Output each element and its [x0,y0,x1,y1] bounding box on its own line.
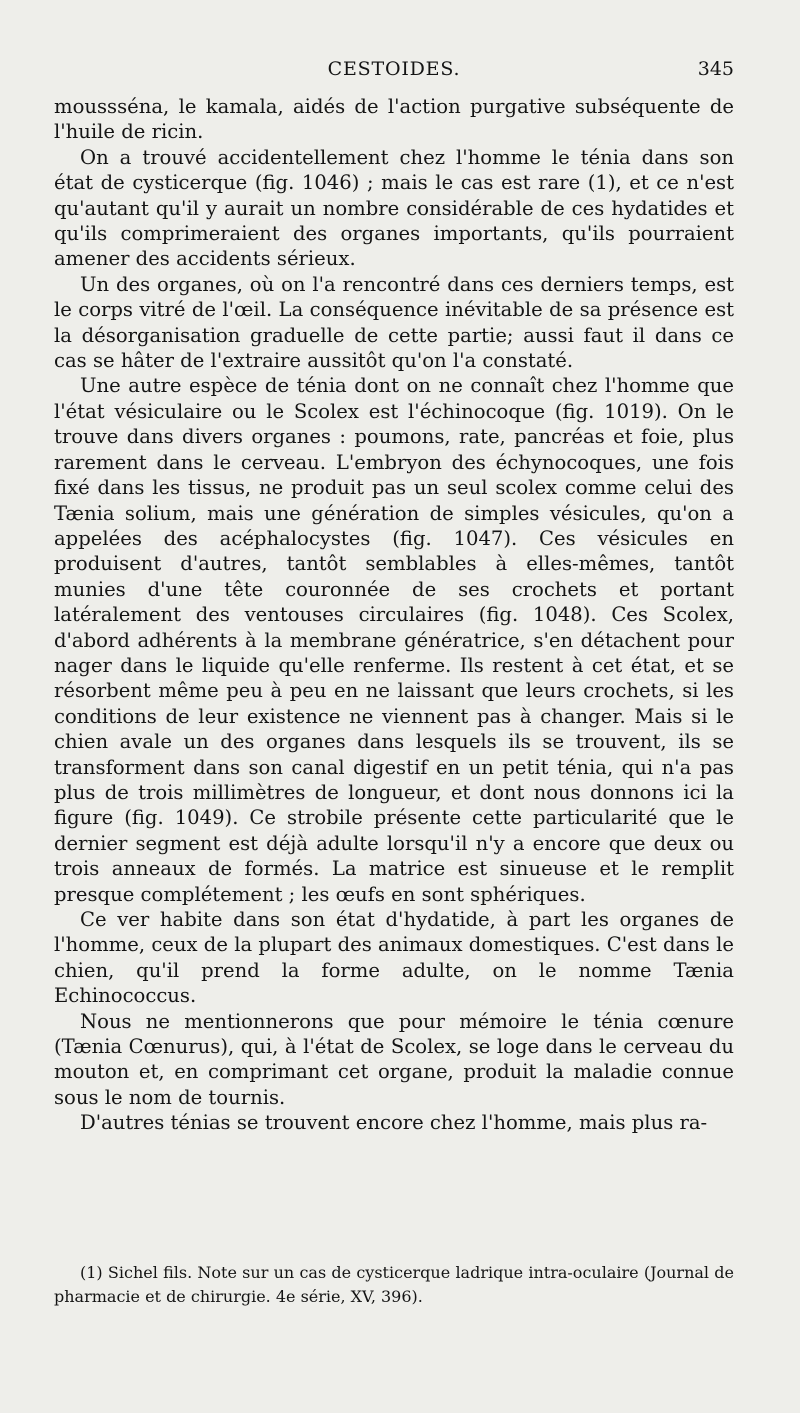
paragraph: moussséna, le kamala, aidés de l'action purgative subséquente de l'huile de ricin. [54,95,734,144]
body-text [54,94,734,1136]
header-title: CESTOIDES. [327,58,461,80]
paragraph: Un des organes, où on l'a rencontré dans ces derniers temps, est le corps vitré de l'œil. La conséquence inévitable de sa présence est la désorganisation graduelle de cette partie; aussi faut il dans ce cas se hâter de l'extraire aussitôt qu'on l'a constaté. [54,272,734,373]
paragraph: Une autre espèce de ténia dont on ne connaît chez l'homme que l'état vésiculaire ou le Scolex est l'échinocoque (fig. 1019). On le trouve dans divers organes : poumons, rate, pancréas et foie, plus rarement dans le cerveau. L'embryon des échynocoques, une fois fixé dans les tissus, ne produit pas un seul scolex comme celui des Tænia solium, mais une génération de simples vésicules, qu'on a appelées des acéphalocystes (fig. 1047). Ces vésicules en produisent d'autres, tantôt semblables à elles-mêmes, tantôt munies d'une tête couronnée de ses crochets et portant latéralement des ventouses circulaires (fig. 1048). Ces Scolex, d'abord adhérents à la membrane génératrice, s'en détachent pour nager dans le liquide qu'elle renferme. Ils restent à cet état, et se résorbent même peu à peu en ne laissant que leurs crochets, si les conditions de leur existence ne viennent pas à changer. Mais si le chien avale un des organes dans lesquels ils se trouvent, ils se transforment dans son canal digestif en un petit ténia, qui n'a pas plus de trois millimètres de longueur, et dont nous donnons ici la figure (fig. 1049). Ce strobile présente cette particularité que le dernier segment est déjà adulte lorsqu'il n'y a encore que deux ou trois anneaux de formés. La matrice est sinueuse et le remplit presque complétement ; les œufs en sont sphériques. [54,374,734,906]
paragraph: On a trouvé accidentellement chez l'homme le ténia dans son état de cysticerque (fig. 1046) ; mais le cas est rare (1), et ce n'est qu'autant qu'il y aurait un nombre considérable de ces hydatides et qu'ils comprimeraient des organes importants, qu'ils pourraient amener des accidents sérieux. [54,145,734,271]
paragraph: Ce ver habite dans son état d'hydatide, à part les organes de l'homme, ceux de la plupart des animaux domestiques. C'est dans le chien, qu'il prend la forme adulte, on le nomme Tænia Echinococcus. [54,908,734,1008]
paragraph: D'autres ténias se trouvent encore chez l'homme, mais plus ra- [80,1111,708,1135]
paragraph: Nous ne mentionnerons que pour mémoire le ténia cœnure (Tænia Cœnurus), qui, à l'état de Scolex, se loge dans le cerveau du mouton et, en comprimant cet organe, produit la maladie connue sous le nom de tournis. [54,1009,734,1109]
footnote: (1) Sichel fils. Note sur un cas de cysticerque ladrique intra-oculaire (Journal de pharmacie et de chirurgie. 4e série, XV, 396). [54,1263,734,1306]
running-header [54,58,734,88]
page-number: 345 [697,58,734,80]
